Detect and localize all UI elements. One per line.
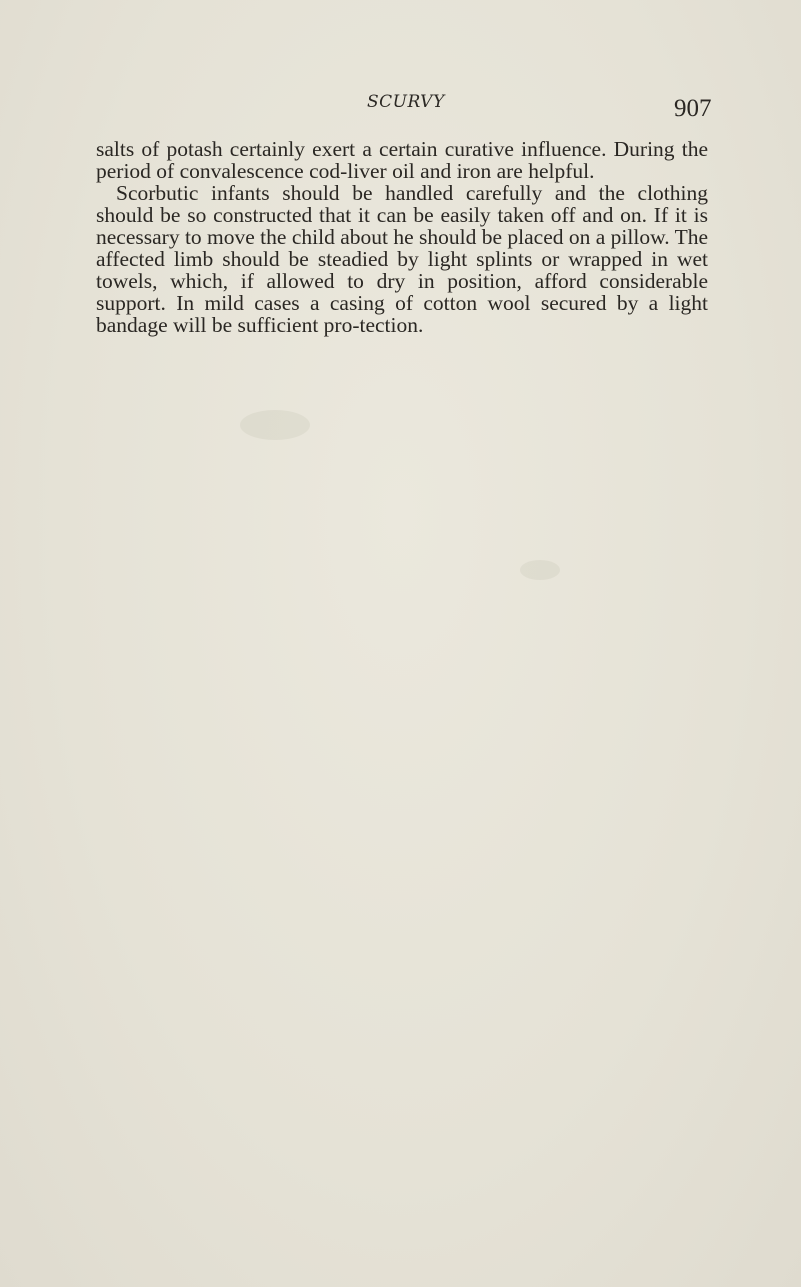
paper-smudge <box>520 560 560 580</box>
paper-smudge <box>240 410 310 440</box>
body-text <box>96 138 708 336</box>
running-head: SCURVY <box>367 92 445 112</box>
paragraph: salts of potash certainly exert a certain curative influence. During the period of convalescence cod-liver oil and iron are helpful. <box>96 137 708 183</box>
page-number: 907 <box>674 95 712 122</box>
paragraph: Scorbutic infants should be handled carefully and the clothing should be so constructed that it can be easily taken off and on. If it is necessary to move the child about he should be placed on a pillow. The affected limb should be steadied by light splints or wrapped in wet towels, which, if allowed to dry in position, afford considerable support. In mild cases a casing of cotton wool secured by a light bandage will be sufficient pro-tection. <box>96 181 708 337</box>
